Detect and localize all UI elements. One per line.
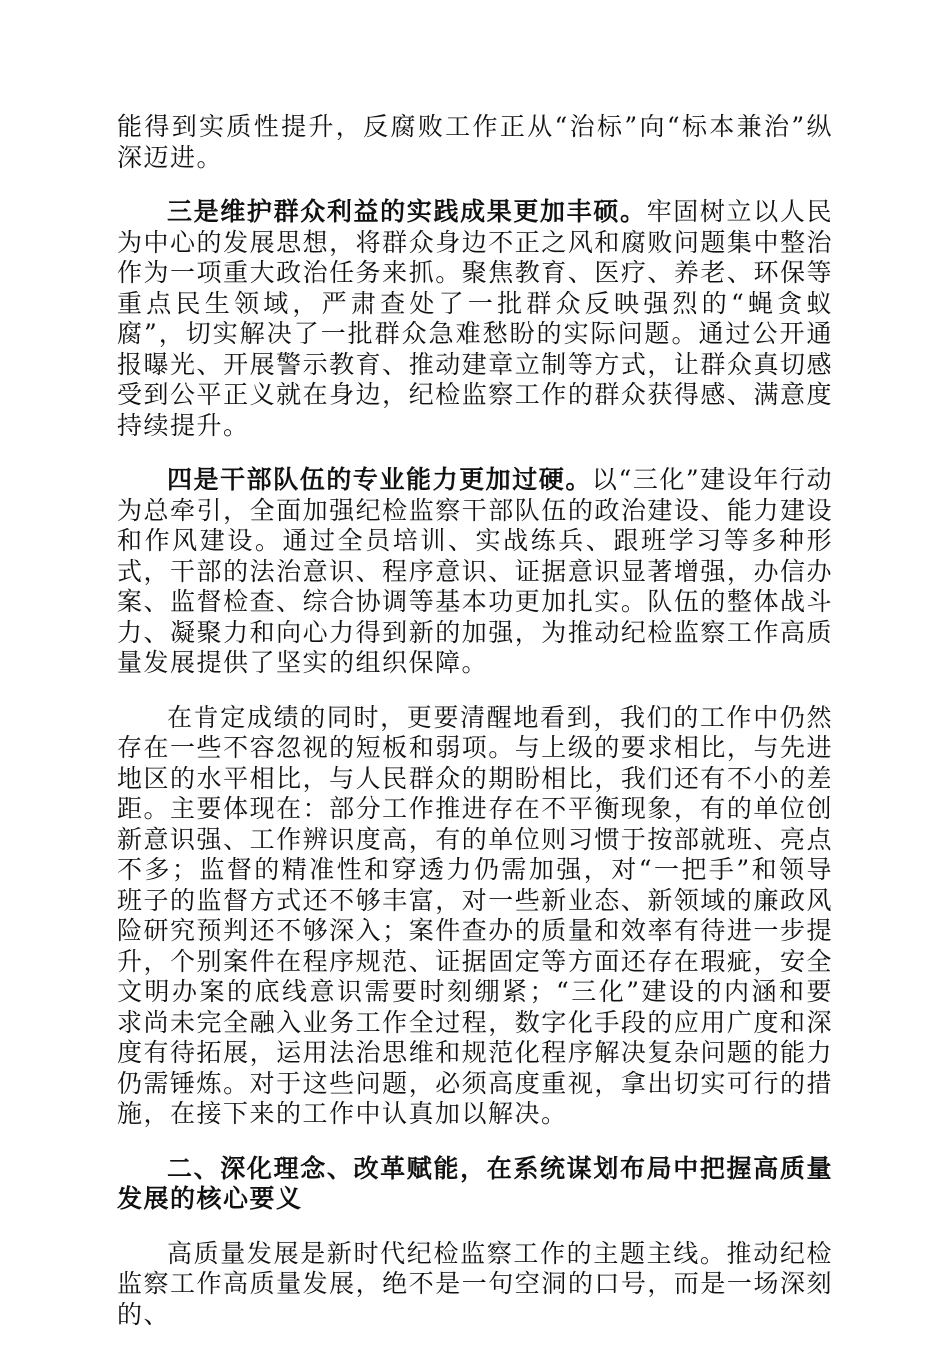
paragraph-cadre-team <box>117 465 833 679</box>
paragraph-lead: 三是维护群众利益的实践成果更加丰硕。 <box>167 197 647 226</box>
paragraph-public-interest <box>117 197 833 441</box>
section-heading-text: 二、深化理念、改革赋能，在系统谋划布局中把握高质量发展的核心要义 <box>117 1153 833 1213</box>
paragraph-text: 以“三化”建设年行动为总牵引，全面加强纪检监察干部队伍的政治建设、能力建设和作风建设。通过全员培训、实战练兵、跟班学习等多种形式，干部的法治意识、程序意识、证据意识显著增强，办信办案、监督检查、综合协调等基本功更加扎实。队伍的整体战斗力、凝聚力和向心力得到新的加强，为推动纪检监察工作高质量发展提供了坚实的组织保障。 <box>117 465 833 677</box>
paragraph-text: 高质量发展是新时代纪检监察工作的主题主线。推动纪检监察工作高质量发展，绝不是一句空洞的口号，而是一场深刻的、 <box>117 1238 833 1329</box>
paragraph-continuation <box>117 112 833 173</box>
paragraph-shortcomings <box>117 703 833 1130</box>
section-heading <box>117 1154 833 1215</box>
paragraph-lead: 四是干部队伍的专业能力更加过硬。 <box>167 465 592 494</box>
paragraph-text: 在肯定成绩的同时，更要清醒地看到，我们的工作中仍然存在一些不容忽视的短板和弱项。与上级的要求相比，与先进地区的水平相比，与人民群众的期盼相比，我们还有不小的差距。主要体现在：部分工作推进存在不平衡现象，有的单位创新意识强、工作辨识度高，有的单位则习惯于按部就班、亮点不多；监督的精准性和穿透力仍需加强，对“一把手”和领导班子的监督方式还不够丰富，对一些新业态、新领域的廉政风险研究预判还不够深入；案件查办的质量和效率有待进一步提升，个别案件在程序规范、证据固定等方面还存在瑕疵，安全文明办案的底线意识需要时刻绷紧；“三化”建设的内涵和要求尚未完全融入业务工作全过程，数字化手段的应用广度和深度有待拓展，运用法治思维和规范化程序解决复杂问题的能力仍需锤炼。对于这些问题，必须高度重视，拿出切实可行的措施，在接下来的工作中认真加以解决。 <box>117 702 833 1128</box>
paragraph-high-quality <box>117 1239 833 1331</box>
paragraph-text: 能得到实质性提升，反腐败工作正从“治标”向“标本兼治”纵深迈进。 <box>117 112 833 172</box>
document-page <box>117 112 833 1354</box>
paragraph-text: 牢固树立以人民为中心的发展思想，将群众身边不正之风和腐败问题集中整治作为一项重大政治任务来抓。聚焦教育、医疗、养老、环保等重点民生领域，严肃查处了一批群众反映强烈的“蝇贪蚁腐”，切实解决了一批群众急难愁盼的实际问题。通过公开通报曝光、开展警示教育、推动建章立制等方式，让群众真切感受到公平正义就在身边，纪检监察工作的群众获得感、满意度持续提升。 <box>117 197 833 440</box>
